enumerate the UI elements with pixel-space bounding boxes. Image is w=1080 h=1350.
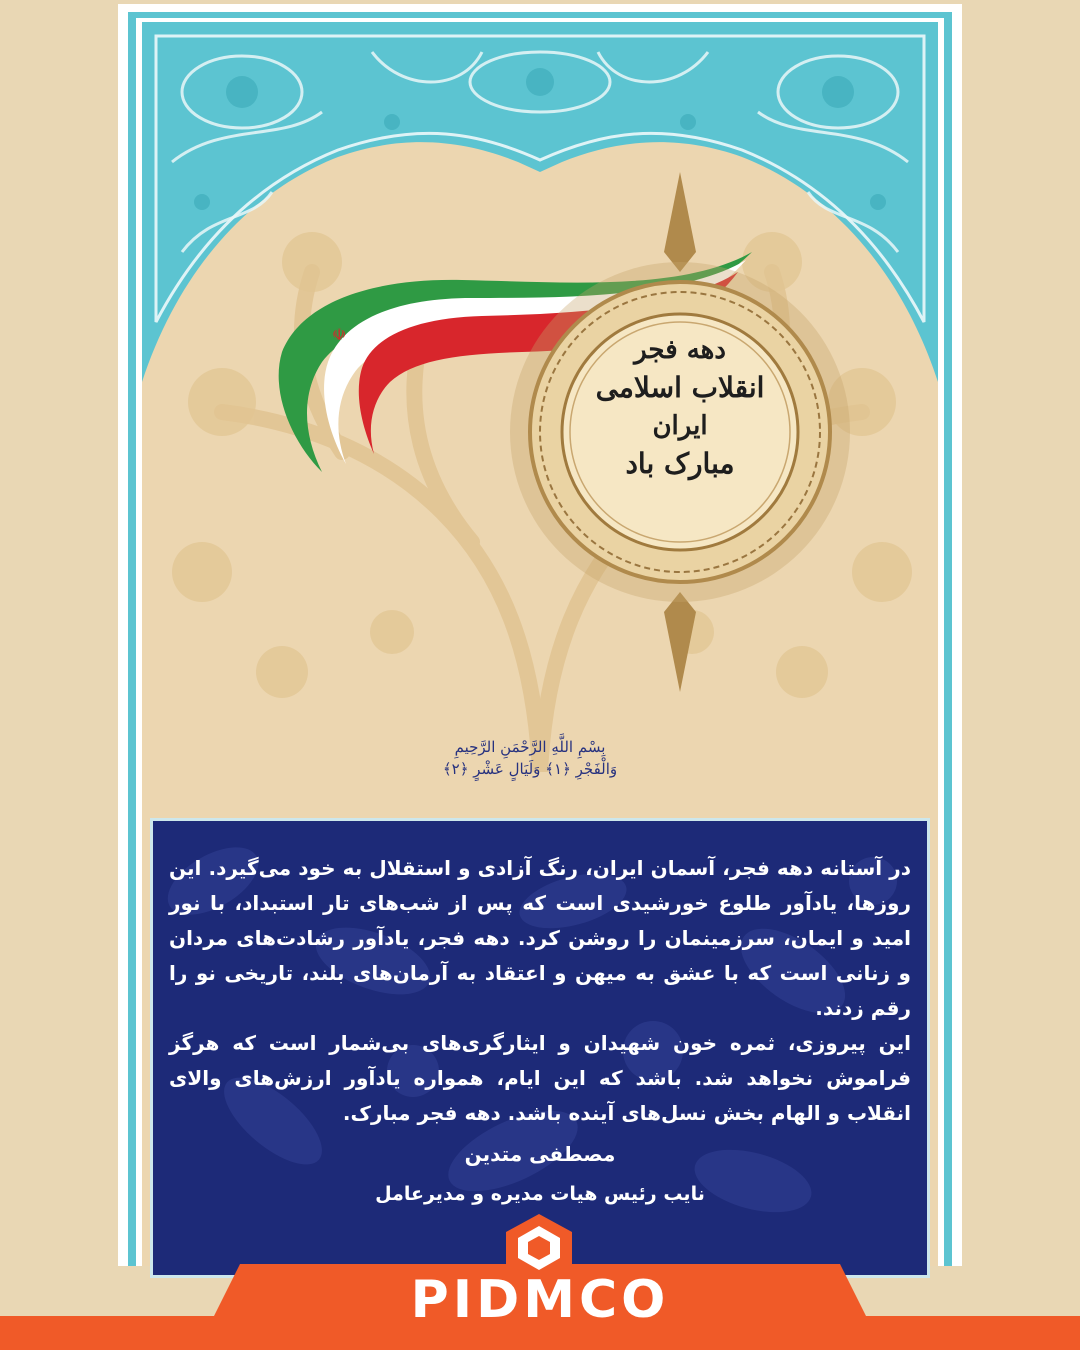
emblem-line-1: دهه فجر xyxy=(634,335,726,365)
message-paragraph-1: در آستانه دهه فجر، آسمان ایران، رنگ آزادی و استقلال به خود می‌گیرد. این روزها، یادآور طلوع خورشیدی است که پس از شب‌های تار استبداد، با نور امید و ایمان، سرزمینمان را روشن کرد. دهه فجر، یادآور رشادت‌های مردان و زنانی است که با عشق به میهن و اعتقاد به آرمان‌های بلند، تاریخی نو را رقم زدند. xyxy=(169,856,911,1020)
signer-title: نایب رئیس هیات مدیره و مدیرعامل xyxy=(375,1183,705,1205)
emblem-line-4: مبارک باد xyxy=(625,447,735,480)
signer-name: مصطفی متدین xyxy=(464,1142,616,1166)
message-box xyxy=(150,818,930,1278)
verse-line-1: بِسْمِ اللَّهِ الرَّحْمَنِ الرَّحِيمِ xyxy=(454,738,606,756)
verse-line-2: وَالْفَجْرِ ﴿١﴾ وَلَيَالٍ عَشْرٍ ﴿٢﴾ xyxy=(442,760,618,778)
svg-text:☫: ☫ xyxy=(332,325,347,344)
message-paragraph-2: این پیروزی، ثمره خون شهیدان و ایثارگری‌های بی‌شمار است که هرگز فراموش نخواهد شد. باشد که این ایام، همواره یادآور ارزش‌های والای انقلاب و الهام بخش نسل‌های آینده باشد. دهه فجر مبارک. xyxy=(169,1031,911,1125)
brand-logo-text: PIDMCO xyxy=(410,1270,670,1330)
emblem-text xyxy=(580,332,780,532)
message-text xyxy=(169,851,911,1131)
quran-verse xyxy=(396,736,664,780)
emblem-line-3: ایران xyxy=(652,411,708,441)
emblem-line-2: انقلاب اسلامی xyxy=(595,371,765,404)
